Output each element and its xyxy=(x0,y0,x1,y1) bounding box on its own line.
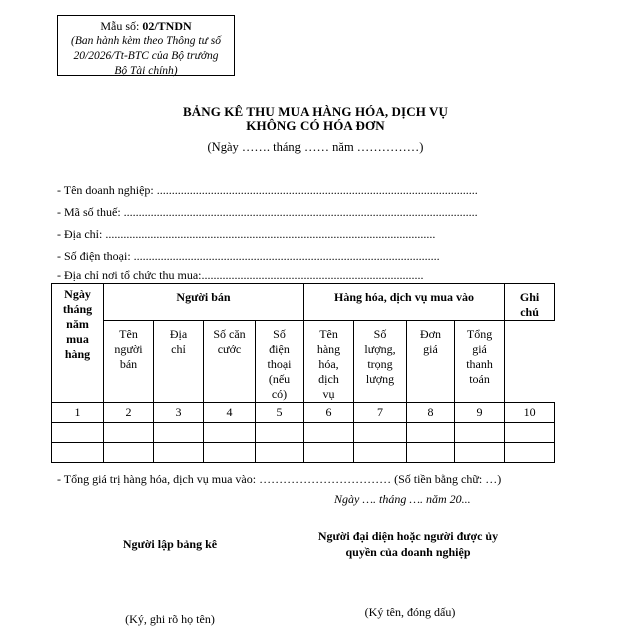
header-text: điện xyxy=(269,342,290,356)
table-cell[interactable] xyxy=(354,443,407,463)
table-cell[interactable] xyxy=(154,423,204,443)
header-seller-address xyxy=(154,321,204,403)
document-title-line2: KHÔNG CÓ HÓA ĐƠN xyxy=(246,118,385,133)
table-cell[interactable] xyxy=(505,443,555,463)
table-cell[interactable] xyxy=(52,423,104,443)
form-code-prefix: Mẫu số: xyxy=(100,19,143,33)
header-text: người xyxy=(114,342,143,356)
table-cell[interactable] xyxy=(256,423,304,443)
form-code xyxy=(58,19,234,34)
header-goods-name xyxy=(304,321,354,403)
header-text: thanh xyxy=(466,357,493,371)
header-text: hóa, xyxy=(318,357,339,371)
header-text: lượng, xyxy=(364,342,396,356)
column-number: 8 xyxy=(407,403,455,423)
column-number: 2 xyxy=(104,403,154,423)
form-note-line: (Ban hành kèm theo Thông tư số xyxy=(70,35,221,47)
table-cell[interactable] xyxy=(154,443,204,463)
column-number-row xyxy=(52,403,555,423)
header-total-payment xyxy=(455,321,505,403)
header-text: Ngày xyxy=(64,287,91,301)
table-cell[interactable] xyxy=(52,443,104,463)
table-row xyxy=(52,443,555,463)
table-cell[interactable] xyxy=(204,423,256,443)
representative-title-line: quyền của doanh nghiệp xyxy=(345,545,471,559)
header-text: Số xyxy=(373,327,387,341)
form-note-line: Bộ Tài chính) xyxy=(114,65,178,77)
purchase-table xyxy=(51,283,555,463)
header-text: Tên xyxy=(319,327,338,341)
field-phone: - Số điện thoại: ...................................................................................................... xyxy=(57,249,440,263)
preparer-sign-note: (Ký, ghi rõ họ tên) xyxy=(125,612,215,626)
form-note-line: 20/2026/Tt-BTC của Bộ trưởng xyxy=(73,50,219,62)
column-number: 10 xyxy=(505,403,555,423)
header-text: năm xyxy=(66,317,89,331)
header-text: tháng xyxy=(62,302,93,316)
column-number: 3 xyxy=(154,403,204,423)
document-title-line1: BẢNG KÊ THU MUA HÀNG HÓA, DỊCH VỤ xyxy=(182,104,448,119)
header-text: chỉ xyxy=(171,342,186,356)
field-company-name: - Tên doanh nghiệp: ........................................................................................................... xyxy=(57,183,478,197)
header-text: dịch xyxy=(318,372,339,386)
document-date-line: (Ngày ……. tháng …… năm ……………) xyxy=(207,140,424,154)
header-text: giá xyxy=(472,342,487,356)
header-text: giá xyxy=(423,342,438,356)
header-text: lượng xyxy=(365,372,395,386)
table-cell[interactable] xyxy=(204,443,256,463)
header-note xyxy=(505,284,555,321)
table-cell[interactable] xyxy=(455,443,505,463)
table-cell[interactable] xyxy=(354,423,407,443)
preparer-title: Người lập bảng kê xyxy=(122,537,218,551)
header-quantity xyxy=(354,321,407,403)
table-cell[interactable] xyxy=(407,443,455,463)
header-text: cước xyxy=(217,342,242,356)
header-text: mua xyxy=(66,332,89,346)
header-text: vụ xyxy=(322,387,335,401)
header-text: Đơn xyxy=(420,327,442,341)
table-cell[interactable] xyxy=(104,423,154,443)
header-text: toán xyxy=(469,372,490,386)
table-cell[interactable] xyxy=(455,423,505,443)
header-seller-group: Người bán xyxy=(104,284,304,321)
column-number: 6 xyxy=(304,403,354,423)
header-text: Tên xyxy=(119,327,138,341)
header-goods-group: Hàng hóa, dịch vụ mua vào xyxy=(304,284,505,321)
representative-title xyxy=(298,528,518,560)
table-cell[interactable] xyxy=(304,423,354,443)
header-date xyxy=(52,284,104,403)
header-text: Địa xyxy=(169,327,188,341)
header-text: Ghi xyxy=(519,290,540,304)
representative-title-line: Người đại diện hoặc người được ủy xyxy=(317,529,499,543)
table-cell[interactable] xyxy=(407,423,455,443)
total-value-line: - Tổng giá trị hàng hóa, dịch vụ mua vào: …………………………… (Số tiền bằng chữ: …) xyxy=(57,472,502,486)
header-text: Tổng xyxy=(466,327,493,341)
header-unit-price xyxy=(407,321,455,403)
column-number: 1 xyxy=(52,403,104,423)
column-number: 5 xyxy=(256,403,304,423)
table-cell[interactable] xyxy=(505,423,555,443)
header-text: bán xyxy=(119,357,138,371)
header-text: Số xyxy=(273,327,286,341)
table-row xyxy=(52,423,555,443)
form-number-box xyxy=(57,15,235,76)
header-text: trọng xyxy=(367,357,393,371)
representative-sign-note: (Ký tên, đóng dấu) xyxy=(364,605,456,619)
column-number: 7 xyxy=(354,403,407,423)
header-text: hàng xyxy=(316,342,341,356)
field-tax-code: - Mã số thuế: ...................................................................................................................... xyxy=(57,205,478,219)
header-text: chú xyxy=(520,305,539,319)
header-seller-phone xyxy=(256,321,304,403)
header-text: Số căn xyxy=(213,327,246,341)
form-code-value: 02/TNDN xyxy=(142,19,192,33)
header-seller-id xyxy=(204,321,256,403)
table-cell[interactable] xyxy=(104,443,154,463)
field-address: - Địa chỉ: .............................................................................................................. xyxy=(57,227,436,241)
column-number: 9 xyxy=(455,403,505,423)
column-number: 4 xyxy=(204,403,256,423)
signature-date: Ngày …. tháng …. năm 20... xyxy=(334,492,471,506)
table-cell[interactable] xyxy=(304,443,354,463)
table-cell[interactable] xyxy=(256,443,304,463)
header-seller-name xyxy=(104,321,154,403)
header-text: (nếu xyxy=(268,372,291,386)
header-text: thoại xyxy=(267,357,292,371)
header-text: hàng xyxy=(64,347,91,361)
field-purchase-address: - Địa chỉ nơi tổ chức thu mua:.......................................................................... xyxy=(57,268,424,282)
header-text: có) xyxy=(271,387,288,401)
